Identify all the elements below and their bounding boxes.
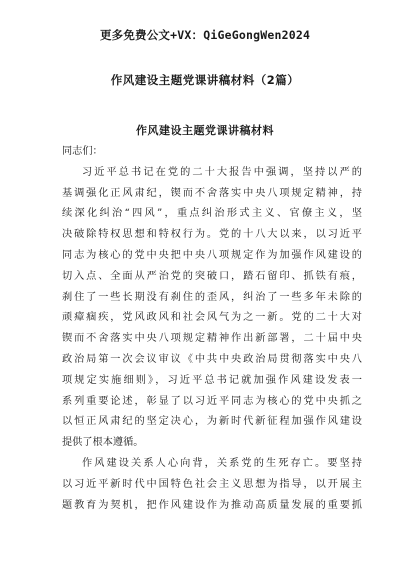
paragraph-line: 基调强化正风肃纪，锲而不舍落实中央八项规定精神，持 (62, 187, 362, 199)
paragraph-line: 系列重要论述，彰显了以习近平同志为核心的党中央抓之 (62, 395, 362, 407)
salutation: 同志们： (62, 146, 103, 157)
paragraph-line: 刹住了一些长期没有刹住的歪风，纠治了一些多年未除的 (62, 291, 362, 303)
paragraph-line: 续深化纠治“四风”，重点纠治形式主义、官僚主义，坚 (62, 208, 362, 220)
paragraph-2 (62, 454, 362, 516)
paragraph-line: 作风建设关系人心向背，关系党的生死存亡。要坚持 (82, 457, 362, 469)
paragraph-line: 习近平总书记在党的二十大报告中强调，坚持以严的 (82, 166, 362, 178)
section-title: 作风建设主题党课讲稿材料 (136, 124, 274, 137)
paragraph-1 (62, 163, 362, 454)
paragraph-line: 提供了根本遵循。 (62, 437, 144, 449)
document-title: 作风建设主题党课讲稿材料（2篇） (110, 73, 300, 87)
paragraph-line: 以习近平新时代中国特色社会主义思想为指导，以开展主 (62, 478, 362, 490)
paragraph-line: 决破除特权思想和特权行为。党的十八大以来，以习近平 (62, 229, 362, 241)
paragraph-line: 政治局第一次会议审议《中共中央政治局贯彻落实中央八 (62, 353, 362, 365)
paragraph-line: 以恒正风肃纪的坚定决心，为新时代新征程加强作风建设 (62, 416, 362, 428)
paragraph-line: 切入点、全面从严治党的突破口，踏石留印、抓铁有痕， (62, 270, 362, 282)
promo-header: 更多免费公文+VX：QiGeGongWen2024 (99, 28, 311, 42)
paragraph-line: 锲而不舍落实中央八项规定精神作出新部署，二十届中央 (62, 333, 362, 345)
paragraph-line: 题教育为契机，把作风建设作为推动高质量发展的重要抓 (62, 499, 362, 511)
paragraph-line: 项规定实施细则》，习近平总书记就加强作风建设发表一 (62, 374, 362, 386)
paragraph-line: 同志为核心的党中央把中央八项规定作为加强作风建设的 (62, 249, 362, 261)
body-text (62, 142, 362, 516)
paragraph-line: 顽瘴痼疾，党风政风和社会风气为之一新。党的二十大对 (62, 312, 362, 324)
